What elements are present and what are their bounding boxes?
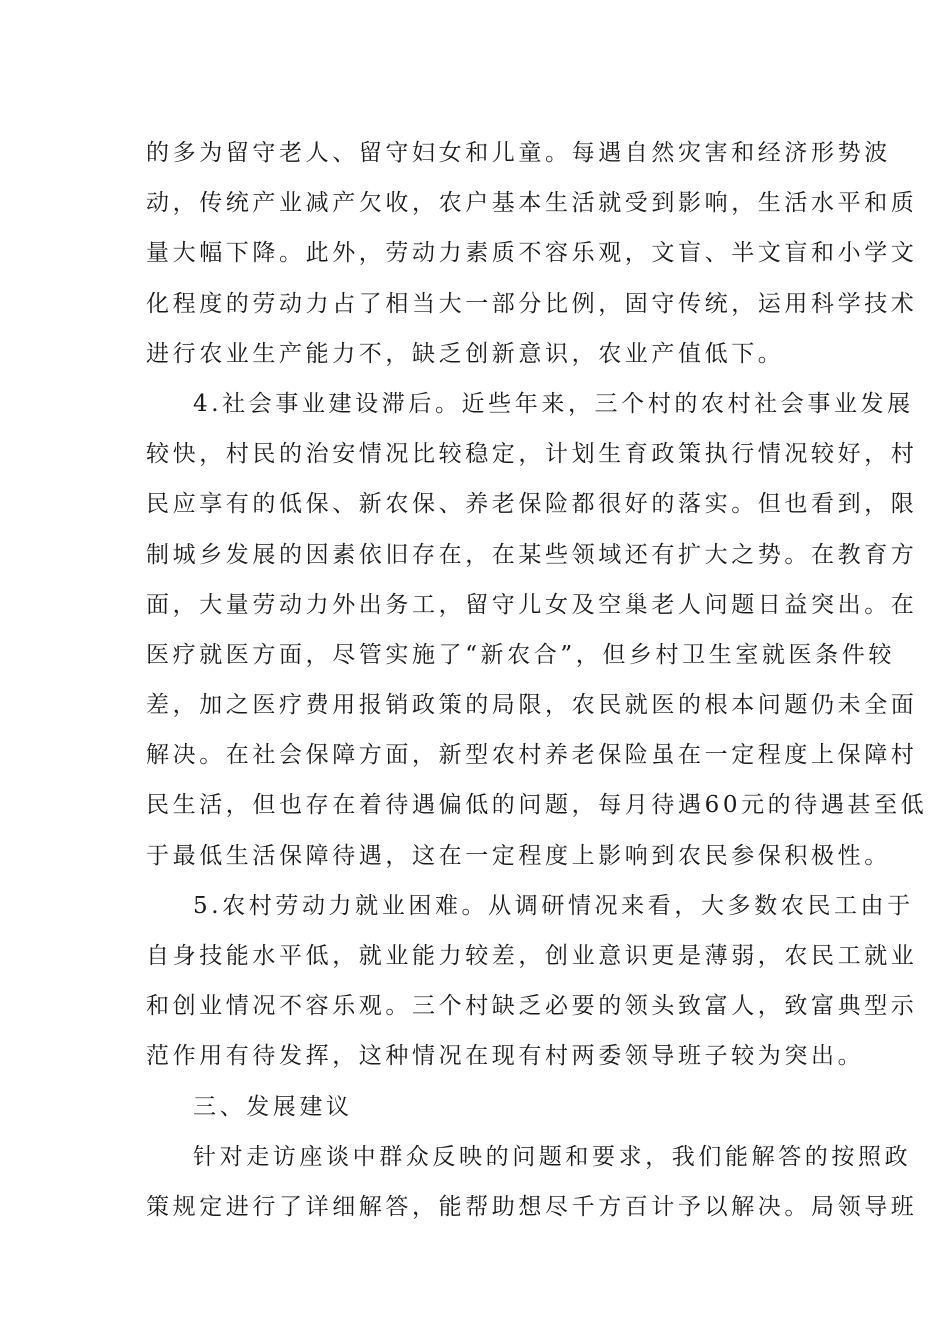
- body-line: 解决。在社会保障方面，新型农村养老保险虽在一定程度上保障村: [146, 742, 918, 769]
- body-line: 的多为留守老人、留守妇女和儿童。每遇自然灾害和经济形势波: [146, 140, 891, 166]
- body-line: 动，传统产业减产欠收，农户基本生活就受到影响，生活水平和质: [146, 190, 918, 217]
- body-line: 自身技能水平低，就业能力较差，创业意识更是薄弱，农民工就业: [146, 943, 918, 969]
- body-line: 民应享有的低保、新农保、养老保险都很好的落实。但也看到，限: [146, 491, 918, 518]
- body-line: 医疗就医方面，尽管实施了“新农合”，但乡村卫生室就医条件较: [146, 641, 895, 668]
- body-line: 民生活，但也存在着待遇偏低的问题，每月待遇60元的待遇甚至低: [146, 792, 928, 819]
- section-heading: 三、发展建议: [193, 1093, 353, 1120]
- body-line: 策规定进行了详细解答，能帮助想尽千方百计予以解决。局领导班: [146, 1193, 918, 1220]
- document-body: [146, 128, 928, 1232]
- body-line: 量大幅下降。此外，劳动力素质不容乐观，文盲、半文盲和小学文: [146, 240, 918, 267]
- body-line: 和创业情况不容乐观。三个村缺乏必要的领头致富人，致富典型示: [146, 993, 918, 1020]
- body-line: 范作用有待发挥，这种情况在现有村两委领导班子较为突出。: [146, 1043, 865, 1070]
- body-line: 制城乡发展的因素依旧存在，在某些领域还有扩大之势。在教育方: [146, 541, 918, 568]
- paragraph-4-start: 4.社会事业建设滞后。近些年来，三个村的农村社会事业发展: [193, 390, 914, 417]
- paragraph-start: 针对走访座谈中群众反映的问题和要求，我们能解答的按照政: [193, 1143, 912, 1170]
- body-line: 面，大量劳动力外出务工，留守儿女及空巢老人问题日益突出。在: [146, 591, 918, 618]
- body-line: 较快，村民的治安情况比较稳定，计划生育政策执行情况较好，村: [146, 441, 918, 468]
- body-line: 化程度的劳动力占了相当大一部分比例，固守传统，运用科学技术: [146, 290, 918, 317]
- paragraph-5-start: 5.农村劳动力就业困难。从调研情况来看，大多数农民工由于: [193, 892, 914, 919]
- body-line: 于最低生活保障待遇，这在一定程度上影响到农民参保积极性。: [146, 842, 891, 869]
- body-line: 进行农业生产能力不，缺乏创新意识，农业产值低下。: [146, 340, 785, 367]
- body-line: 差，加之医疗费用报销政策的局限，农民就医的根本问题仍未全面: [146, 692, 918, 719]
